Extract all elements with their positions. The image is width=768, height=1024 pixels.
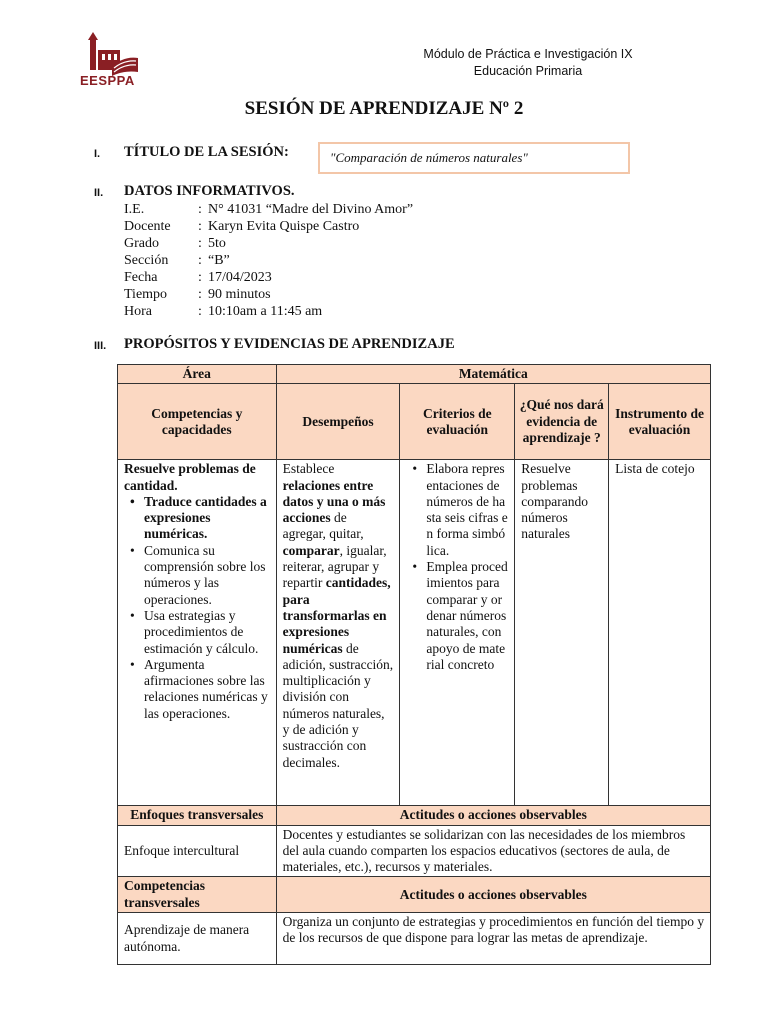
- header-evidencia: ¿Qué nos dará evidencia de aprendizaje ?: [515, 384, 609, 460]
- list-item: • Usa estrategias y procedimientos de estimación y cálculo.: [124, 608, 270, 657]
- criterios-cell: [400, 460, 515, 806]
- table-row: [118, 806, 711, 825]
- area-value-cell: Matemática: [276, 365, 710, 384]
- info-row-tiempo: Tiempo : 90 minutos: [124, 287, 271, 302]
- info-row-seccion: Sección : “B”: [124, 253, 230, 268]
- list-item: • Elabora representaciones de números de hasta seis cifras en forma simbólica.: [406, 461, 508, 559]
- enfoque-actitud-cell: Docentes y estudiantes se solidarizan con las necesidades de los miembros del aula cuando comparten los espacios educativos (sectores de aula, de materiales, etc.), recursos y materiales.: [276, 825, 710, 877]
- table-row: [118, 913, 711, 965]
- section-2-title: DATOS INFORMATIVOS.: [124, 183, 295, 199]
- building-book-icon: [88, 32, 138, 76]
- info-value: “B”: [208, 253, 230, 268]
- list-item: • Emplea procedimientos para comparar y ordenar números naturales, con apoyo de material concreto: [406, 559, 508, 673]
- desempeno-text: Establece: [282, 461, 335, 477]
- page-title: SESIÓN DE APRENDIZAJE Nº 2: [244, 98, 524, 119]
- info-label: I.E.: [124, 202, 145, 217]
- desempeno-bold: relaciones entre datos y una o más acciones: [282, 477, 386, 526]
- info-row-hora: Hora : 10:10am a 11:45 am: [124, 304, 323, 319]
- purposes-table: [117, 364, 711, 965]
- header-competencias: Competencias y capacidades: [118, 384, 277, 460]
- list-item: • Argumenta afirmaciones sobre las relaciones numéricas y las operaciones.: [124, 657, 270, 722]
- header-module: Módulo de Práctica e Investigación IX: [423, 47, 633, 61]
- table-row: [118, 460, 711, 806]
- info-list: [124, 201, 413, 320]
- info-label: Fecha: [124, 270, 158, 285]
- logo-text: EESPPA: [80, 73, 135, 88]
- header-criterios: Criterios de evaluación: [400, 384, 515, 460]
- header-desempenos: Desempeños: [276, 384, 400, 460]
- table-row: [118, 825, 711, 877]
- info-label: Sección: [124, 253, 169, 268]
- competencia-trans-cell: Aprendizaje de manera autónoma.: [118, 913, 277, 965]
- section-1-title: TÍTULO DE LA SESIÓN:: [124, 144, 289, 160]
- desempeno-text: de adición, sustracción, multiplicación y división con números naturales, y de adición y sustracción con decimales.: [282, 640, 394, 770]
- info-row-docente: Docente : Karyn Evita Quispe Castro: [124, 219, 360, 234]
- table-row: [118, 384, 711, 460]
- info-row-grado: Grado : 5to: [124, 236, 226, 251]
- area-label-cell: Área: [118, 365, 277, 384]
- info-label: Hora: [124, 304, 152, 319]
- info-value: 5to: [208, 236, 226, 251]
- competencia-title: Resuelve problemas de cantidad.: [124, 461, 256, 493]
- table-row: [118, 365, 711, 384]
- info-row-fecha: Fecha : 17/04/2023: [124, 270, 272, 285]
- enfoques-label-cell: Enfoques transversales: [118, 806, 277, 825]
- actitudes-label-cell: Actitudes o acciones observables: [276, 806, 710, 825]
- competencias-cell: [118, 460, 277, 806]
- document-header: [400, 46, 656, 80]
- info-value: 90 minutos: [208, 287, 271, 302]
- session-title-box: "Comparación de números naturales": [318, 142, 630, 174]
- capacidades-list: [124, 494, 270, 722]
- competencia-actitud-cell: Organiza un conjunto de estrategias y procedimientos en función del tiempo y de los recursos de que dispone para lograr las metas de aprendizaje.: [276, 913, 710, 965]
- desempeno-text: de agregar, quitar,: [282, 510, 364, 542]
- section-1-number: I.: [94, 148, 101, 160]
- info-label: Tiempo: [124, 287, 168, 302]
- table-row: [118, 877, 711, 913]
- instrumento-cell: Lista de cotejo: [609, 460, 711, 806]
- competencias-trans-label-cell: Competencias transversales: [118, 877, 277, 913]
- desempeno-text: , igualar, reiterar, agrupar y repartir: [282, 542, 387, 591]
- criterios-list: [406, 461, 508, 673]
- info-label: Docente: [124, 219, 171, 234]
- evidencia-cell: Resuelve problemas comparando números naturales: [515, 460, 609, 806]
- section-2-number: II.: [94, 187, 104, 199]
- info-value: 10:10am a 11:45 am: [208, 304, 323, 319]
- desempeno-bold: comparar: [282, 542, 340, 558]
- actitudes-label-cell-2: Actitudes o acciones observables: [276, 877, 710, 913]
- section-3-number: III.: [94, 340, 107, 352]
- desempenos-cell: [276, 460, 400, 806]
- list-item: • Traduce cantidades a expresiones numéricas.: [124, 494, 270, 543]
- section-3-title: PROPÓSITOS Y EVIDENCIAS DE APRENDIZAJE: [124, 336, 455, 352]
- header-instrumento: Instrumento de evaluación: [609, 384, 711, 460]
- info-value: 17/04/2023: [208, 270, 272, 285]
- info-value: N° 41031 “Madre del Divino Amor”: [208, 202, 414, 217]
- info-row-ie: I.E. : N° 41031 “Madre del Divino Amor”: [124, 202, 414, 217]
- desempeno-bold: cantidades, para transformarlas en expresiones numéricas: [282, 575, 391, 656]
- info-value: Karyn Evita Quispe Castro: [208, 219, 360, 234]
- header-program: Educación Primaria: [473, 64, 583, 78]
- enfoque-cell: Enfoque intercultural: [118, 825, 277, 877]
- info-label: Grado: [124, 236, 159, 251]
- list-item: • Comunica su comprensión sobre los números y las operaciones.: [124, 543, 270, 608]
